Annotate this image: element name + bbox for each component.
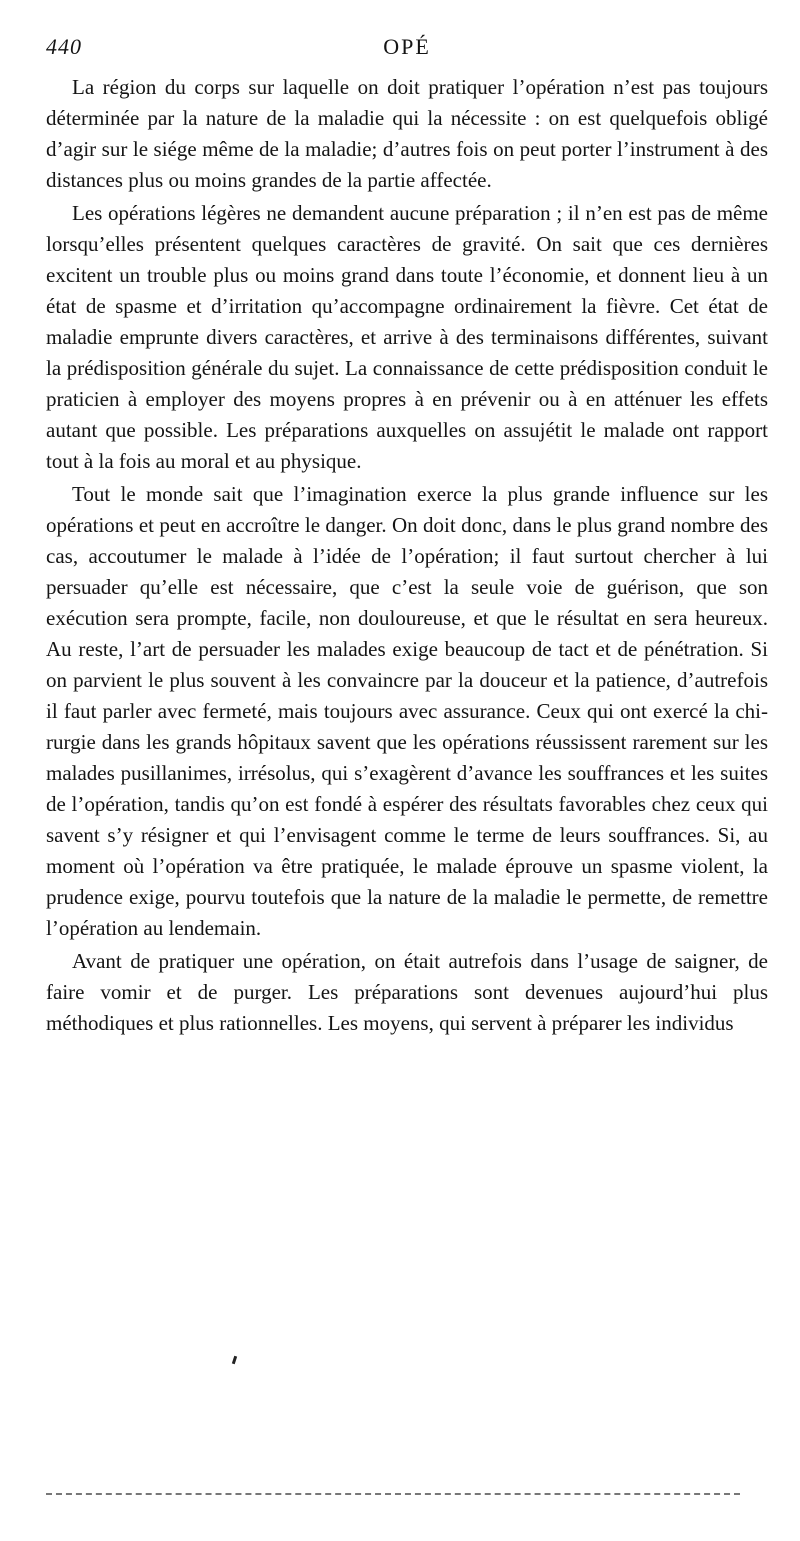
paragraph-operation-site: La région du corps sur laquelle on doit pratiquer l’opération n’est pas toujours déterminée par la nature de la maladie qui la nécessite : on est quelquefois obligé d’agir sur le siége même de la maladie; d’autres fois on peut porter l’instrument à des distances plus ou moins grandes de la partie affectée. [46, 75, 768, 192]
page-number: 440 [46, 34, 82, 59]
bottom-dashed-rule [46, 1493, 740, 1495]
running-head: OPÉ [383, 34, 431, 59]
ink-speck [232, 1356, 237, 1365]
page-header [46, 34, 768, 68]
paragraph-imagination: Tout le monde sait que l’imagination exerce la plus grande influence sur les opérations et peut en accroître le danger. On doit donc, dans le plus grand nombre des cas, accoutumer le malade à l’idée de l’opération; il faut surtout chercher à lui persuader qu’elle est nécessaire, que c’est la seule voie de guérison, que son exécution sera prompte, facile, non douloureuse, et que le résultat en sera heureux. Au reste, l’art de persuader les malades exige beaucoup de tact et de pénétration. Si on parvient le plus souvent à les convaincre par la douceur et la patience, d’autrefois il faut parler avec fermeté, mais toujours avec assurance. Ceux qui ont exercé la chirurgie dans les grands hôpitaux savent que les opérations réussissent rarement sur les malades pusillanimes, irrésolus, qui s’exagèrent d’avance les souffrances et les suites de l’opération, tandis qu’on est fondé à espérer des résultats favorables chez ceux qui savent s’y résigner et qui l’envisagent comme le terme de leurs souffrances. Si, au moment où l’opération va être pratiquée, le malade éprouve un spasme violent, la prudence exige, pourvu toutefois que la nature de la maladie le permette, de remettre l’opération au lendemain. [46, 482, 768, 940]
body-text [46, 72, 768, 1039]
paragraph-former-practice: Avant de pratiquer une opération, on était autrefois dans l’usage de saigner, de faire vomir et de purger. Les préparations sont devenues aujourd’hui plus méthodiques et plus rationnelles. Les moyens, qui servent à préparer les individus [46, 949, 768, 1035]
paragraph-preparation: Les opérations légères ne demandent aucune préparation ; il n’en est pas de même lorsqu’elles présentent quelques caractères de gravité. On sait que ces dernières excitent un trouble plus ou moins grand dans toute l’économie, et donnent lieu à un état de spasme et d’irritation qu’accompagne ordinairement la fièvre. Cet état de maladie emprunte divers caractères, et arrive à des terminaisons différentes, suivant la prédisposition générale du sujet. La connaissance de cette prédisposition conduit le praticien à employer des moyens propres à en prévenir ou à en atténuer les effets autant que possible. Les préparations auxquelles on assujétit le malade ont rapport tout à la fois au moral et au physique. [46, 201, 768, 473]
